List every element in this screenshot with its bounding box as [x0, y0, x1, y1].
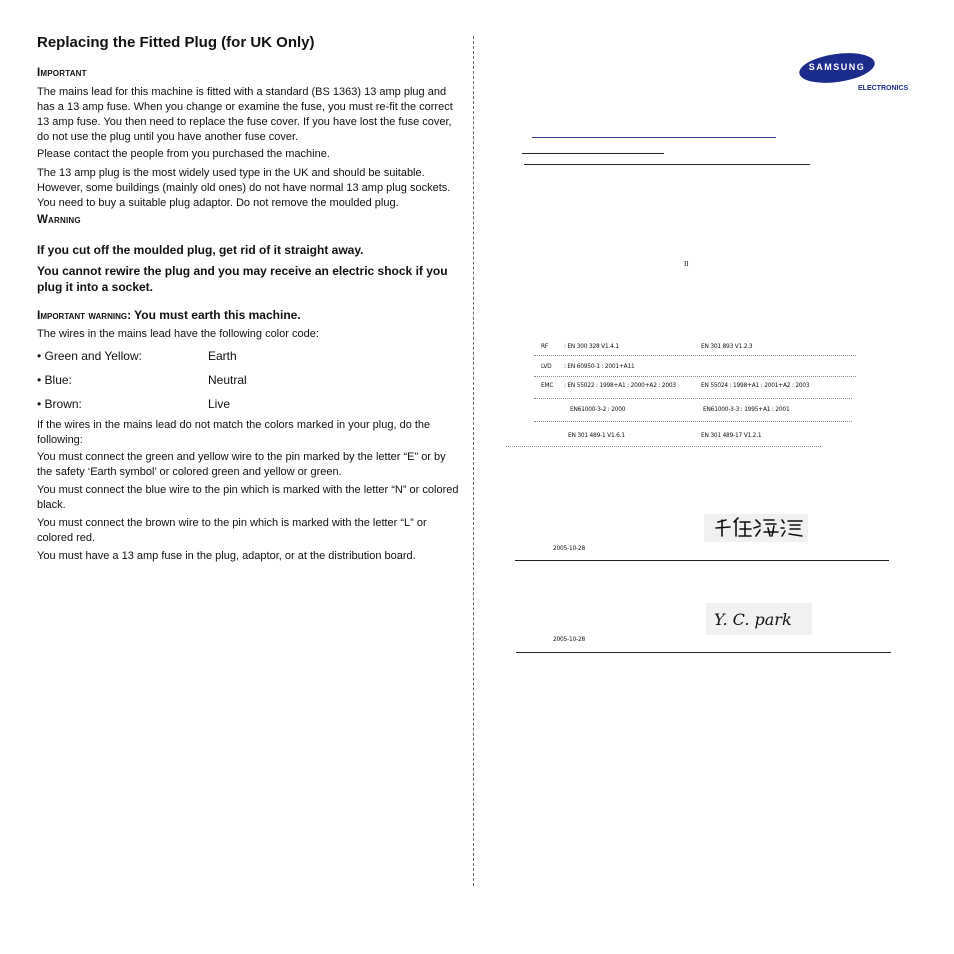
- important-warning-label: Important warning:: [37, 308, 132, 322]
- standard-label-lvd: LVD: [541, 362, 552, 370]
- standard-en301-489-17: EN 301 489-17 V1.2.1: [701, 431, 762, 439]
- important-warning: [37, 308, 301, 322]
- signature-line-1: [515, 560, 889, 561]
- samsung-logo-text: SAMSUNG: [808, 62, 866, 72]
- signature-2-text: Y. C. park: [714, 610, 792, 629]
- date-1: 2005-10-28: [553, 544, 585, 552]
- important-warning-text: You must earth this machine.: [131, 308, 301, 322]
- roman-numeral: II: [684, 260, 689, 268]
- wire-item-neutral: • Blue:: [37, 373, 72, 387]
- wire-item-earth: • Green and Yellow:: [37, 349, 142, 363]
- standard-en61000-3-3: EN61000-3-3 : 1995+A1 : 2001: [703, 405, 790, 413]
- column-divider: [473, 36, 474, 886]
- wire-value-live: Live: [208, 397, 231, 411]
- wires-intro: The wires in the mains lead have the following color code:: [37, 328, 319, 340]
- signature-2-image: [706, 603, 812, 635]
- wire-value-neutral: Neutral: [208, 373, 247, 387]
- page-title: Replacing the Fitted Plug (for UK Only): [37, 34, 315, 51]
- standard-lvd-a: : EN 60950-1 : 2001+A11: [564, 362, 635, 370]
- paragraph-contact: Please contact the people from you purchased the machine.: [37, 148, 330, 160]
- underline-link: [532, 137, 776, 138]
- wire-value-earth: Earth: [208, 349, 237, 363]
- standard-en61000-3-2: EN61000-3-2 : 2000: [570, 405, 626, 413]
- paragraph-mismatch: If the wires in the mains lead do not match the colors marked in your plug, do the following:: [37, 419, 431, 446]
- paragraph-blue: You must connect the blue wire to the pin which is marked with the letter “N” or colored black.: [37, 484, 459, 511]
- date-2: 2005-10-28: [553, 635, 585, 643]
- electronics-label: ELECTRONICS: [858, 85, 909, 92]
- signature-line-2: [516, 652, 891, 653]
- underline-2: [524, 164, 810, 165]
- row-divider: [534, 376, 856, 377]
- signature-1-glyphs: [704, 514, 808, 542]
- row-divider: [534, 355, 856, 356]
- standard-emc-b: EN 55024 : 1998+A1 : 2001+A2 : 2003: [701, 381, 810, 389]
- standard-label-emc: EMC: [541, 381, 554, 389]
- signature-2-glyphs: [706, 603, 812, 635]
- standard-rf-a: : EN 300 328 V1.4.1: [564, 342, 619, 350]
- paragraph-fuse-location: You must have a 13 amp fuse in the plug, adaptor, or at the distribution board.: [37, 550, 416, 562]
- underline-1: [522, 153, 664, 154]
- paragraph-green-yellow: You must connect the green and yellow wire to the pin marked by the letter “E” or by the safety ‘Earth symbol’ or colored green and yellow or green.: [37, 451, 446, 478]
- row-divider: [534, 421, 852, 422]
- standard-en301-489-1: EN 301 489-1 V1.6.1: [568, 431, 625, 439]
- paragraph-fuse: The mains lead for this machine is fitted with a standard (BS 1363) 13 amp plug and has a 13 amp fuse. When you change or examine the fuse, you must re-fit the correct 13 amp fuse. You then need to replace the fuse cover. If you have lost the fuse cover, do not use the plug until you have another fuse cover.: [37, 86, 453, 143]
- row-divider: [534, 398, 852, 399]
- important-heading: Important: [37, 67, 87, 79]
- standard-rf-b: EN 301 893 V1.2.3: [701, 342, 753, 350]
- standard-emc-a: : EN 55022 : 1998+A1 : 2000+A2 : 2003: [564, 381, 676, 389]
- warning-cut-off: If you cut off the moulded plug, get rid of it straight away.: [37, 243, 364, 257]
- paragraph-plug-type: The 13 amp plug is the most widely used type in the UK and should be suitable. However, some buildings (mainly old ones) do not have normal 13 amp plug sockets. You need to buy a suitable plug adaptor. Do not remove the moulded plug.: [37, 167, 451, 209]
- samsung-logo: [798, 52, 876, 84]
- warning-heading: Warning: [37, 214, 81, 226]
- warning-rewire: You cannot rewire the plug and you may receive an electric shock if you plug it into a socket.: [37, 264, 448, 294]
- paragraph-brown: You must connect the brown wire to the pin which is marked with the letter “L” or colored red.: [37, 517, 427, 544]
- wire-item-live: • Brown:: [37, 397, 82, 411]
- row-divider: [506, 446, 821, 447]
- standard-label-rf: RF: [541, 342, 549, 350]
- signature-1-image: [704, 514, 808, 542]
